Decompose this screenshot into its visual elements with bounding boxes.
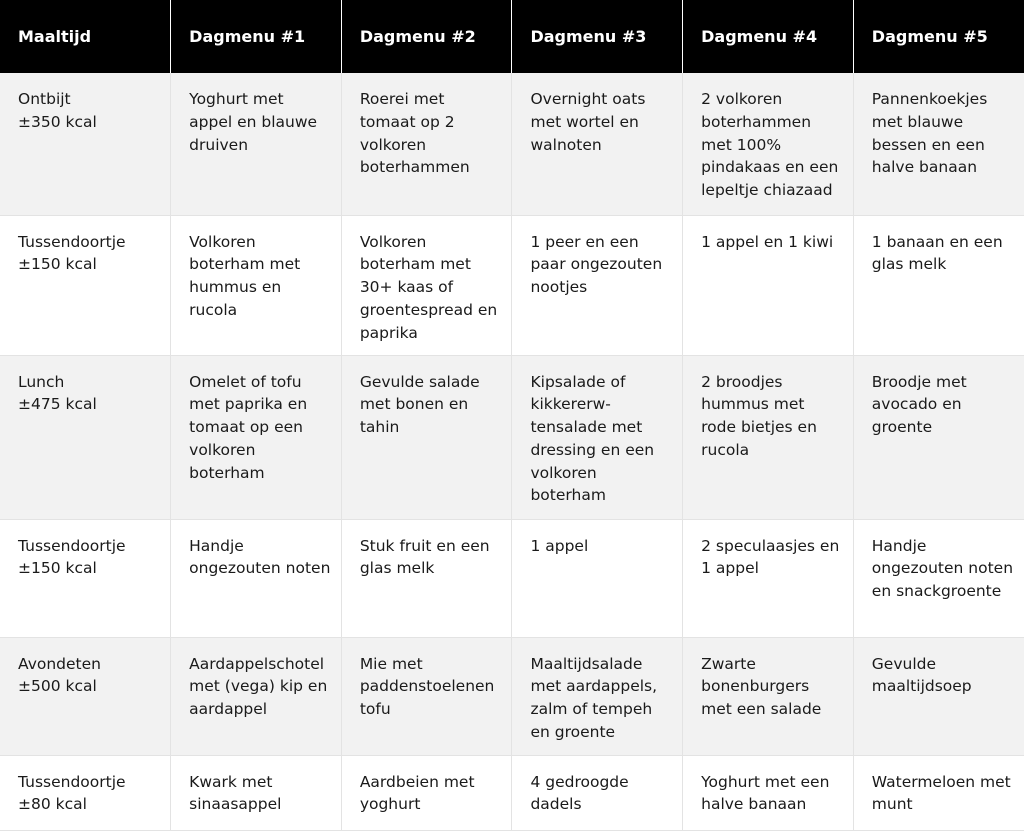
menu-text: Zwarte bonenburgers met een salade [701,654,822,719]
meal-name: Ontbijt [18,90,71,108]
menu-cell [512,355,683,519]
table-row-tussendoortje-3 [0,755,1024,830]
menu-cell [171,637,342,755]
menu-text: Mie met paddenstoelenen tofu [359,654,495,719]
menu-text: 2 volkoren boterhammen met 100% pindakaas en een lepeltje chiazaad [701,90,839,200]
menu-cell [171,755,342,830]
menu-text: Broodje met avocado en groente [871,372,967,437]
menu-text: 1 appel en 1 kiwi [701,232,834,251]
menu-text: Handje ongezouten noten en snackgroente [871,536,1014,601]
menu-cell [683,215,854,355]
menu-text: Gevulde maaltijdsoep [871,654,972,696]
header-dagmenu-5: Dagmenu #5 [853,0,1024,73]
menu-cell [683,355,854,519]
menu-cell [683,755,854,830]
meal-cell [0,215,171,355]
header-dagmenu-4: Dagmenu #4 [683,0,854,73]
menu-cell [853,73,1024,215]
menu-cell [171,519,342,637]
table-row-tussendoortje-2 [0,519,1024,637]
menu-text: Aardbeien met yoghurt [359,772,475,814]
meal-cell [0,355,171,519]
table-row-avondeten [0,637,1024,755]
menu-cell [341,215,512,355]
menu-text: Overnight oats met wortel en walnoten [530,90,646,154]
menu-text: Volkoren boterham met hummus en rucola [189,232,301,319]
menu-text: 1 peer en een paar ongezouten nootjes [530,232,663,297]
meal-cell [0,637,171,755]
header-dagmenu-3: Dagmenu #3 [512,0,683,73]
menu-cell [341,755,512,830]
menu-cell [341,73,512,215]
menu-cell [512,637,683,755]
menu-text: Volkoren boterham met 30+ kaas of groentespread en paprika [359,232,498,342]
menu-text: Gevulde salade met bonen en tahin [359,372,480,437]
menu-cell [683,519,854,637]
meal-cell [0,519,171,637]
menu-cell [853,355,1024,519]
meal-kcal: ±150 kcal [18,255,97,274]
menu-text: Roerei met tomaat op 2 volkoren boterhammen [359,90,470,177]
menu-cell [512,73,683,215]
menu-cell [171,215,342,355]
menu-text: Stuk fruit en een glas melk [359,536,490,578]
menu-cell [512,519,683,637]
menu-text: 1 banaan en een glas melk [871,232,1003,274]
menu-text: Maaltijdsalade met aardappels, zalm of tempeh en groente [530,654,658,741]
menu-cell [853,519,1024,637]
menu-text: Kipsalade of kikkererw-tensalade met dressing en een volkoren boterham [530,372,655,505]
table-row-ontbijt [0,73,1024,215]
menu-text: Omelet of tofu met paprika en tomaat op een volkoren boterham [189,372,308,482]
menu-text: 1 appel [530,536,589,555]
menu-cell [341,355,512,519]
menu-cell [341,637,512,755]
menu-cell [853,215,1024,355]
menu-cell [853,637,1024,755]
meal-kcal: ±350 kcal [18,112,97,131]
menu-cell [683,73,854,215]
menu-cell [683,637,854,755]
menu-cell [341,519,512,637]
meal-kcal: ±80 kcal [18,795,87,814]
meal-name: Lunch [18,372,65,391]
menu-text: 2 speculaasjes en 1 appel [701,536,840,578]
meal-kcal: ±500 kcal [18,677,97,696]
menu-text: Yoghurt met appel en blauwe druiven [189,90,318,154]
menu-text: Kwark met sinaasappel [189,772,282,814]
meal-name: Tussendoortje [18,772,126,791]
header-meal: Maaltijd [0,0,171,73]
menu-cell [171,73,342,215]
header-dagmenu-2: Dagmenu #2 [341,0,512,73]
table-row-tussendoortje-1 [0,215,1024,355]
meal-name: Tussendoortje [18,536,126,555]
menu-cell [512,755,683,830]
menu-cell [512,215,683,355]
menu-cell [853,755,1024,830]
table-row-lunch [0,355,1024,519]
menu-cell [171,355,342,519]
menu-text: 4 gedroogde dadels [530,772,629,814]
header-dagmenu-1: Dagmenu #1 [171,0,342,73]
menu-text: Yoghurt met een halve banaan [701,772,830,814]
header-row [0,0,1024,73]
menu-text: Pannenkoekjes met blauwe bessen en een halve banaan [871,90,988,177]
meal-kcal: ±475 kcal [18,395,97,414]
menu-text: Watermeloen met munt [871,772,1011,814]
menu-text: Aardappelschotel met (vega) kip en aardappel [189,654,328,719]
menu-text: 2 broodjes hummus met rode bietjes en rucola [701,372,817,459]
menu-text: Handje ongezouten noten [189,536,331,578]
meal-name: Tussendoortje [18,232,126,251]
meal-kcal: ±150 kcal [18,559,97,578]
meal-cell [0,73,171,215]
meal-cell [0,755,171,830]
meal-name: Avondeten [18,654,101,673]
